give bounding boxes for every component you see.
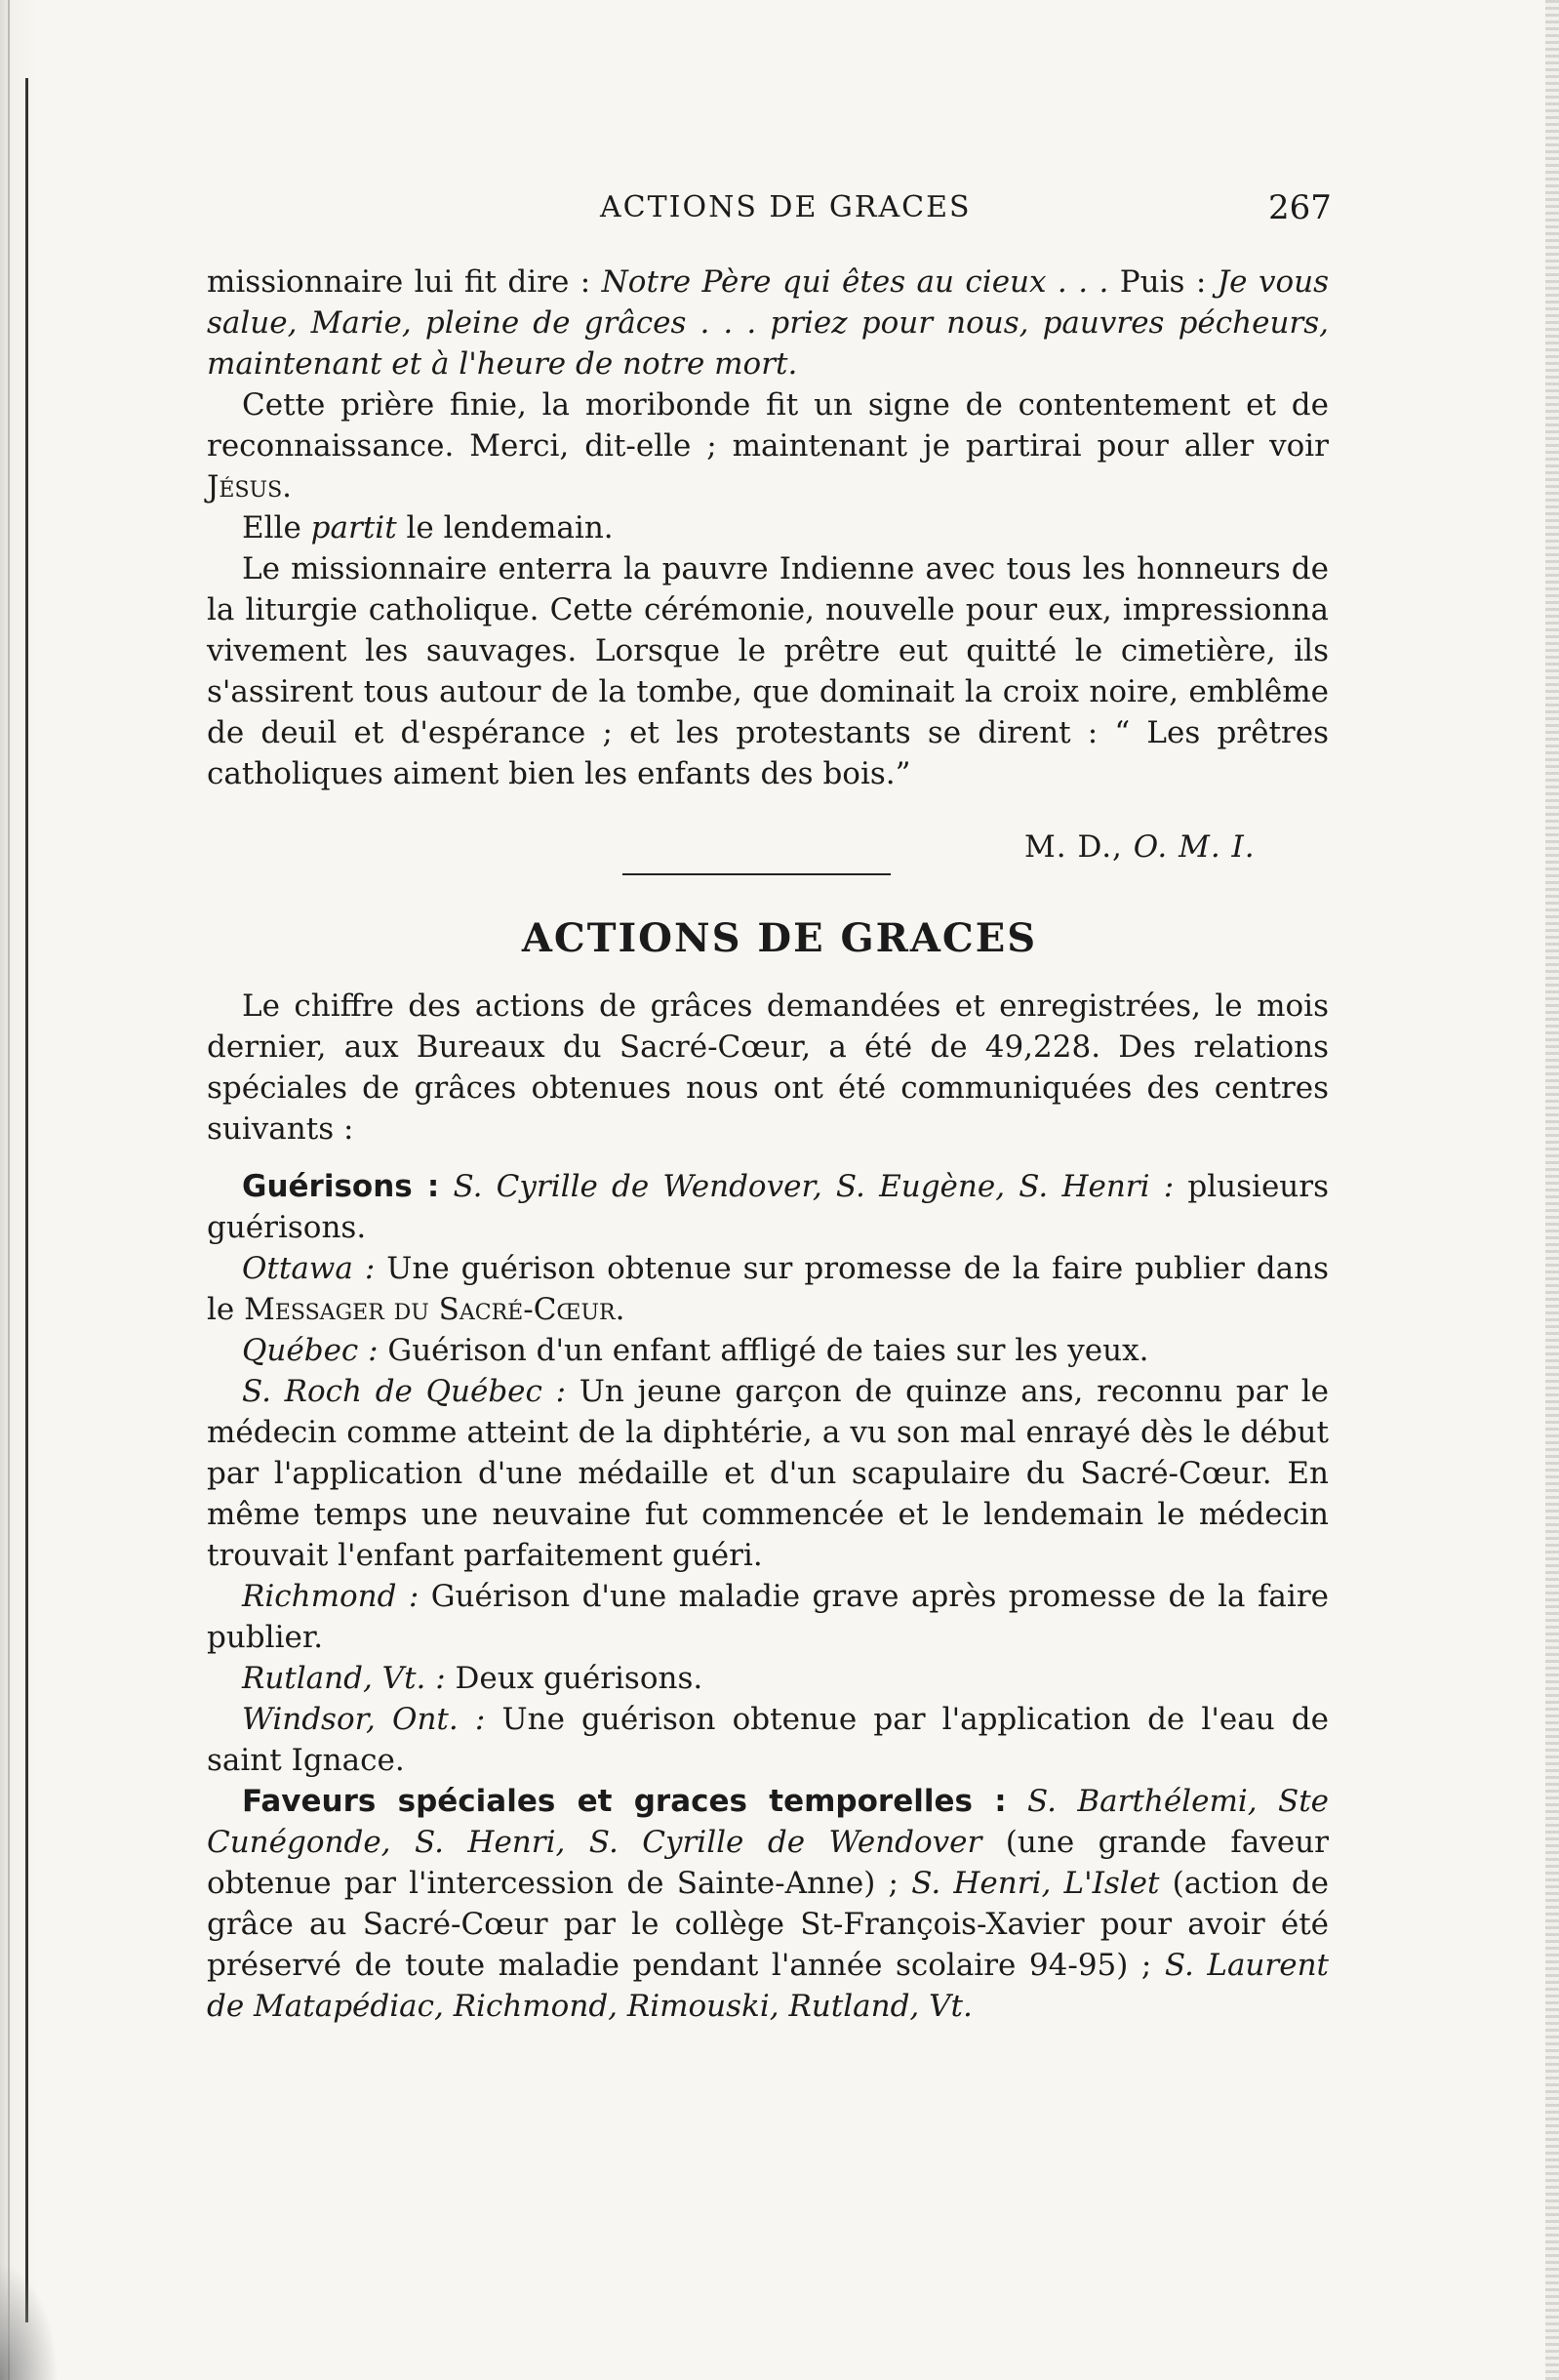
entry-ottawa: Ottawa : Une guérison obtenue sur promesse de la faire publier dans le Messager du Sacré-Cœur.: [207, 1251, 1329, 1327]
running-head: ACTIONS DE GRACES: [600, 190, 972, 224]
entry-saint-roch: S. Roch de Québec : Un jeune garçon de quinze ans, reconnu par le médecin comme atteint de la diphtérie, a vu son mal enrayé dès le début par l'application d'une médaille et d'un scapulaire du Sacré-Cœur. En même temps une neuvaine fut commencée et le lendemain le médecin trouvait l'enfant parfaitement guéri.: [207, 1374, 1329, 1573]
entry-rutland: Rutland, Vt. : Deux guérisons.: [242, 1661, 703, 1696]
section-divider: [622, 873, 891, 875]
section-intro-paragraph: Le chiffre des actions de grâces demandées et enregistrées, le mois dernier, aux Bureaux du Sacré-Cœur, a été de 49,228. Des relations spéciales de grâces obtenues nous ont été communiquées des centres suivants :: [207, 988, 1329, 1147]
entry-richmond: Richmond : Guérison d'une maladie grave après promesse de la faire publier.: [207, 1579, 1329, 1655]
graces-list: [207, 1166, 1329, 2027]
paragraph-burial: Le missionnaire enterra la pauvre Indienne avec tous les honneurs de la liturgie catholique. Cette cérémonie, nouvelle pour eux, impressionna vivement les sauvages. Lorsque le prêtre eut quitté le cimetière, ils s'assirent tous autour de la tombe, que dominait la croix noire, emblême de deuil et d'espérance ; et les protestants se dirent : “ Les prêtres catholiques aiment bien les enfants des bois.”: [207, 551, 1329, 791]
page-number: 267: [1268, 188, 1332, 227]
story-continuation: [207, 262, 1329, 794]
entry-windsor: Windsor, Ont. : Une guérison obtenue par l'application de l'eau de saint Ignace.: [207, 1702, 1329, 1778]
paragraph-thanks: Cette prière finie, la moribonde fit un signe de contentement et de reconnaissance. Merci, dit-elle ; maintenant je partirai pour aller voir Jésus.: [207, 387, 1329, 504]
section-intro: [207, 986, 1329, 1150]
page-spine-shadow: [25, 78, 28, 2322]
scan-corner-smudge: [0, 2263, 59, 2380]
section-title: ACTIONS DE GRACES: [521, 915, 1038, 961]
scan-right-edge: [1545, 0, 1559, 2380]
entry-faveurs: Faveurs spéciales et graces temporelles : S. Barthélemi, Ste Cunégonde, S. Henri, S. Cyrille de Wendover (une grande faveur obtenue par l'intercession de Sainte-Anne) ; S. Henri, L'Islet (action de grâce au Sacré-Cœur par le collège St-François-Xavier pour avoir été préservé de toute maladie pendant l'année scolaire 94-95) ; S. Laurent de Matapédiac, Richmond, Rimouski, Rutland, Vt.: [207, 1784, 1330, 2024]
page-header: [0, 190, 1559, 239]
scan-left-edge: [0, 0, 39, 2380]
author-signature: M. D., O. M. I.: [1024, 829, 1256, 865]
entry-guerisons: Guérisons : S. Cyrille de Wendover, S. Eugène, S. Henri : plusieurs guérisons.: [207, 1169, 1329, 1245]
entry-quebec: Québec : Guérison d'un enfant affligé de taies sur les yeux.: [242, 1333, 1149, 1368]
scan-edge-line: [8, 0, 10, 2380]
paragraph-prayer: missionnaire lui fit dire : Notre Père qui êtes au cieux . . . Puis : Je vous salue, Marie, pleine de grâces . . . priez pour nous, pauvres pécheurs, maintenant et à l'heure de notre mort.: [207, 264, 1330, 382]
paragraph-departure: Elle partit le lendemain.: [242, 510, 614, 545]
